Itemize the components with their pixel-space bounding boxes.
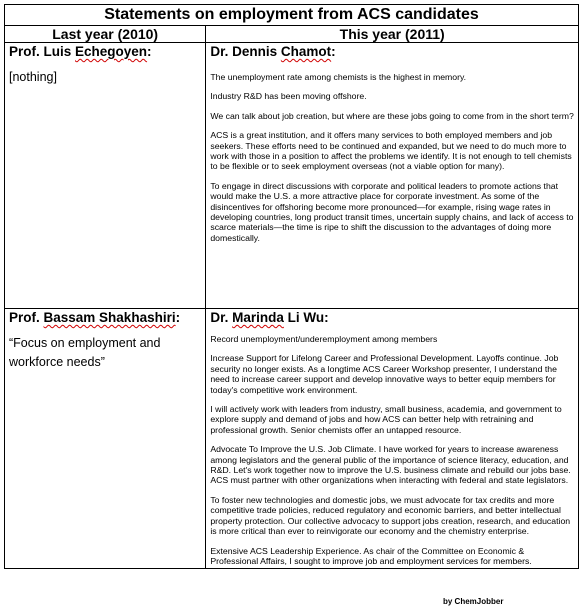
candidate-name: Prof. Luis Echegoyen: [9,44,152,59]
candidate-cell-2011 [206,309,579,569]
table-row [5,309,579,569]
statement-paragraph: To foster new technologies and domestic jobs, we must advocate for tax credits and more competitive trade policies, reduced regulatory and economic barriers, and better intellectual property protection. Our collective advocacy to support jobs creation, research, and education is more critical than ever to reinvigorate our economy and the chemistry enterprise. [210,494,571,537]
statement-paragraph: Industry R&D has been moving offshore. [210,91,367,102]
statement-paragraph: Advocate To Improve the U.S. Job Climate. I have worked for years to increase awareness among legislators and the general public of the importance of science literacy, education, and R&D. Let's work together now to improve the U.S. business climate and rebuild our jobs base. ACS must partner with other organizations when interacting with federal and state legislators. [210,444,571,486]
candidate-cell-2010 [5,43,206,309]
statements-table [4,4,579,569]
statement-paragraph: Record unemployment/underemployment among members [210,334,438,344]
table-row [5,43,579,309]
candidate-statement: [nothing] [9,70,57,84]
candidate-name: Dr. Dennis Chamot: [210,44,336,59]
statement-paragraph: The unemployment rate among chemists is the highest in memory. [210,72,467,82]
statement-paragraph: Extensive ACS Leadership Experience. As chair of the Committee on Economic & Professional Affairs, I sought to improve job and employment services for members. [210,545,532,566]
candidate-cell-2010 [5,309,206,569]
candidate-statement: “Focus on employment and workforce needs” [9,336,161,369]
candidate-name: Prof. Bassam Shakhashiri: [9,310,181,325]
column-header-this-year: This year (2011) [206,26,579,43]
candidate-name: Dr. Marinda Li Wu: [210,310,329,325]
statement-paragraph: I will actively work with leaders from industry, small business, academia, and government to explore supply and demand of jobs and how ACS can better help with retraining and professional growth. Senior chemists offer an untapped resource. [210,404,562,435]
statement-paragraph: ACS is a great institution, and it offers many services to both employed members and job seekers. These efforts need to be continued and expanded, but we need to do much more to work with those in a position to affect the problems we identify. It is not enough to tell chemists to be flexible or to seek employment overseas (not a viable option for many). [210,130,572,172]
statement-paragraph: To engage in direct discussions with corporate and political leaders to promote actions that would make the U.S. a more attractive place for corporate investment. As some of the disincentives for offshoring become more pronounced—for example, rising wage rates in developing countries, long product transit times, uncertain supply chains, and lack of access to scarce materials—the time is ripe to shift the discussion to the advantages of doing more domestically. [210,180,574,243]
credit-byline: by ChemJobber [443,597,504,606]
statement-paragraph: We can talk about job creation, but where are these jobs going to come from in the short term? [210,110,574,121]
table-title: Statements on employment from ACS candidates [5,5,579,26]
statement-paragraph: Increase Support for Lifelong Career and Professional Development. Layoffs continue. Job security no longer exists. As a longtime ACS Career Workshop presenter, I understand the need to increase career support and develop innovative ways to better equip members for today's competitive work environment. [210,353,559,395]
candidate-cell-2011 [206,43,579,309]
column-header-last-year: Last year (2010) [5,26,206,43]
